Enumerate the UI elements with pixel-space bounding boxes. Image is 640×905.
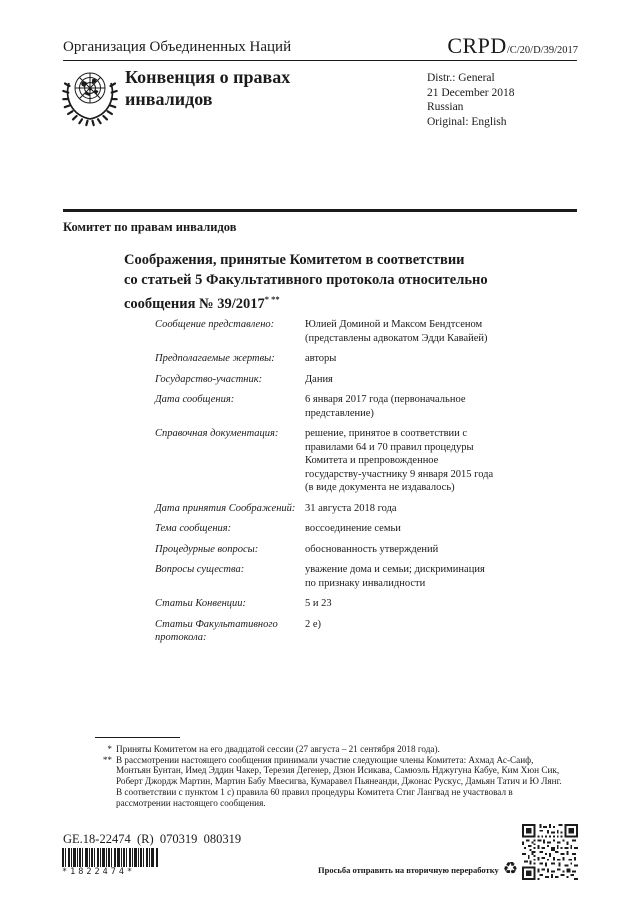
field-label: Предполагаемые жертвы: [155, 353, 275, 364]
field-value: решение, принятое в соответствии с правилами 64 и 70 правил процедуры Комитета и препровожденное государству-участнику 9 января 2015 года (в виде документа не издавалось) [305, 428, 494, 493]
header-divider [63, 60, 577, 61]
field-value: Дания [305, 373, 333, 385]
field-label: Дата принятия Соображений: [155, 502, 296, 514]
field-value: 6 января 2017 года (первоначальное представление) [305, 394, 466, 419]
distr-date: 21 December 2018 [427, 86, 515, 99]
field-value: 31 августа 2018 года [305, 502, 397, 514]
field-label: Справочная документация: [155, 428, 279, 439]
un-org-name: Организация Объединенных Наций [63, 39, 292, 55]
footnote [95, 744, 563, 755]
case-info-table [155, 318, 505, 652]
document-title-line3: сообщения № 39/2017* ** [124, 294, 280, 312]
un-emblem-icon [59, 63, 121, 136]
table-row [155, 502, 505, 516]
document-symbol-rest: /C/20/D/39/2017 [506, 45, 578, 56]
recycle-icon: ♻ [502, 859, 518, 879]
document-symbol [447, 33, 578, 59]
field-value: воссоединение семьи [305, 523, 401, 534]
footnote-separator [95, 737, 180, 738]
field-label: Государство-участник: [155, 373, 263, 385]
document-title-line2: со статьей 5 Факультативного протокола относительно [124, 271, 488, 288]
footnote-text: Приняты Комитетом на его двадцатой сессии (27 августа – 21 сентября 2018 года). [116, 744, 440, 754]
convention-title-line1: Конвенция о правах [125, 67, 291, 87]
distr-original: Original: English [427, 115, 507, 128]
footnote-marker: ** [102, 754, 112, 765]
field-label: Дата сообщения: [155, 394, 235, 405]
field-value: авторы [305, 353, 337, 364]
table-row [155, 393, 505, 420]
barcode-text: *1822474* [62, 867, 136, 877]
table-row [155, 352, 505, 366]
convention-title-line2: инвалидов [125, 89, 213, 109]
table-row [155, 618, 505, 645]
convention-title [125, 66, 290, 110]
field-label: Вопросы существа: [155, 564, 245, 575]
distribution-block [427, 71, 515, 129]
table-row [155, 563, 505, 590]
title-footnote-marks: * ** [264, 294, 280, 304]
footnote-marker: * [107, 744, 112, 754]
recycle-notice-text: Просьба отправить на вторичную переработку [318, 864, 499, 875]
field-value: уважение дома и семьи; дискриминация по признаку инвалидности [305, 564, 485, 589]
section-divider [63, 209, 577, 212]
table-row [155, 318, 505, 345]
field-value: 5 и 23 [305, 598, 332, 609]
field-value: обоснованность утверждений [305, 543, 439, 555]
document-symbol-main: CRPD [447, 33, 507, 58]
distr-language: Russian [427, 101, 464, 113]
field-label: Статьи Факультативного протокола: [155, 618, 278, 643]
footnotes [95, 744, 563, 808]
table-row [155, 597, 505, 611]
field-label: Сообщение представлено: [155, 319, 275, 330]
table-row [155, 373, 505, 387]
footnote-text: В рассмотрении настоящего сообщения принимали участие следующие члены Комитета: Ахмад Ас-Саиф, Монтьян Бунтан, Имед Эддин Чакер, Терезия Дегенер, Дзюн Исикава, Самюэль Нджугуна Кабуе, Ким Хюн Сик, Роберт Джордж Мартин, Мартин Бабу Мвесигва, Кумаравел Пьянеанди, Джонас Рускус, Дамьян Татич и Ю Лянг. В соответствии с пунктом 1 с) правила 60 правил процедуры Комитета Стиг Лангвад не участвовал в рассмотрении настоящего сообщения. [116, 754, 562, 808]
document-title [124, 251, 524, 314]
field-label: Статьи Конвенции: [155, 598, 247, 609]
distr-type: Distr.: General [427, 72, 495, 84]
field-label: Процедурные вопросы: [155, 543, 259, 555]
footnote [95, 755, 563, 809]
ge-document-number: GE.18-22474 (R) 070319 080319 [63, 832, 242, 846]
committee-heading: Комитет по правам инвалидов [63, 220, 237, 234]
recycle-notice [250, 861, 518, 878]
table-row [155, 427, 505, 495]
qr-code [522, 824, 578, 885]
document-title-line1: Соображения, принятые Комитетом в соответствии [124, 252, 465, 268]
field-value: 2 е) [305, 618, 322, 630]
table-row [155, 543, 505, 557]
table-row [155, 522, 505, 536]
field-value: Юлией Доминой и Максом Бендтсеном (представлены адвокатом Эдди Кавайей) [305, 319, 488, 344]
field-label: Тема сообщения: [155, 523, 232, 534]
